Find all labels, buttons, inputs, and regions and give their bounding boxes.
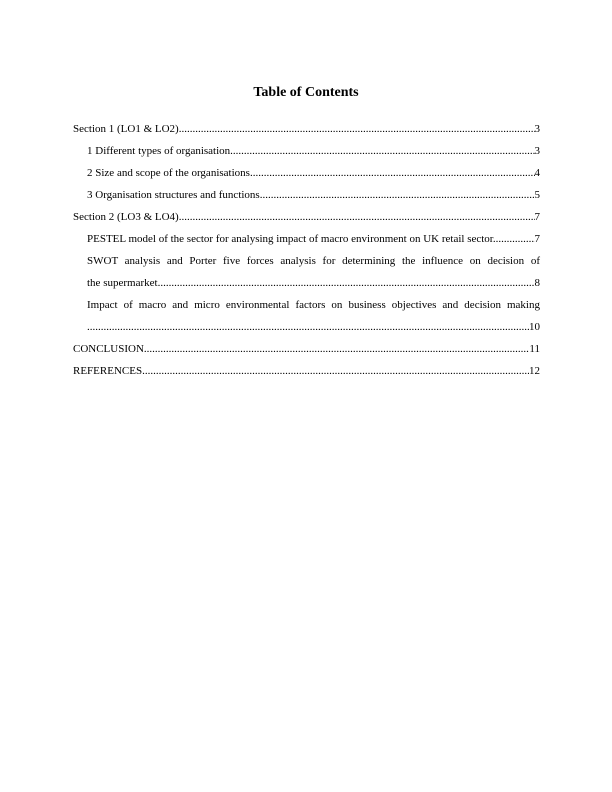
toc-entry-pestel[interactable] (73, 223, 540, 245)
toc-entry-text: CONCLUSION (73, 343, 144, 355)
toc-leader-dots (87, 321, 529, 333)
toc-entry-line (73, 289, 540, 311)
toc-entry-text: 2 Size and scope of the organisations (87, 167, 250, 179)
toc-page-number: 3 (534, 123, 540, 135)
toc-page-number: 10 (529, 321, 540, 333)
toc-entry-text: SWOT analysis and Porter five forces analysis for determining the influence on decision of (87, 255, 540, 267)
toc-page-number: 7 (534, 233, 540, 245)
toc-entry-types-of-organisation[interactable] (73, 135, 540, 157)
toc-entry-line (73, 245, 540, 267)
toc-entry-references[interactable] (73, 355, 540, 377)
toc-entry-structures-and-functions[interactable] (73, 179, 540, 201)
toc-entry-macro-micro-factors[interactable] (73, 289, 540, 333)
toc-entry-conclusion[interactable] (73, 333, 540, 355)
toc-entry-swot-porter[interactable] (73, 245, 540, 289)
toc-page-number: 11 (529, 343, 540, 355)
toc-leader-dots (496, 233, 535, 245)
toc-leader-dots (144, 343, 530, 355)
toc-entry-text: Section 1 (LO1 & LO2) (73, 123, 179, 135)
toc-entry-section-2[interactable] (73, 201, 540, 223)
toc-entry-text: Section 2 (LO3 & LO4) (73, 211, 179, 223)
toc-leader-dots (260, 189, 535, 201)
toc-leader-dots (179, 123, 535, 135)
toc-page-number: 4 (534, 167, 540, 179)
toc-leader-dots (142, 365, 529, 377)
toc-page-number: 7 (534, 211, 540, 223)
toc-entry-text: REFERENCES (73, 365, 143, 377)
toc-entry-line (73, 267, 540, 289)
toc-page-number: 12 (529, 365, 540, 377)
toc-leader-dots (230, 145, 534, 157)
toc-leader-dots (250, 167, 535, 179)
toc-entry-size-and-scope[interactable] (73, 157, 540, 179)
toc-entry-text: the supermarket (87, 277, 158, 289)
toc-page-number: 5 (534, 189, 540, 201)
toc-entry-text: 3 Organisation structures and functions (87, 189, 260, 201)
toc-entry-text: PESTEL model of the sector for analysing impact of macro environment on UK retail sector. (87, 233, 496, 245)
toc-entry-text: Impact of macro and micro environmental factors on business objectives and decision making (87, 299, 540, 311)
toc-title: Table of Contents (253, 85, 359, 100)
toc-leader-dots (158, 277, 535, 289)
toc-leader-dots (179, 211, 535, 223)
toc-entry-text: 1 Different types of organisation (87, 145, 231, 157)
toc-page-number: 3 (534, 145, 540, 157)
toc-entry-line (73, 311, 540, 333)
toc-entry-section-1[interactable] (73, 113, 540, 135)
toc-list (73, 113, 540, 377)
toc-page-number: 8 (534, 277, 540, 289)
